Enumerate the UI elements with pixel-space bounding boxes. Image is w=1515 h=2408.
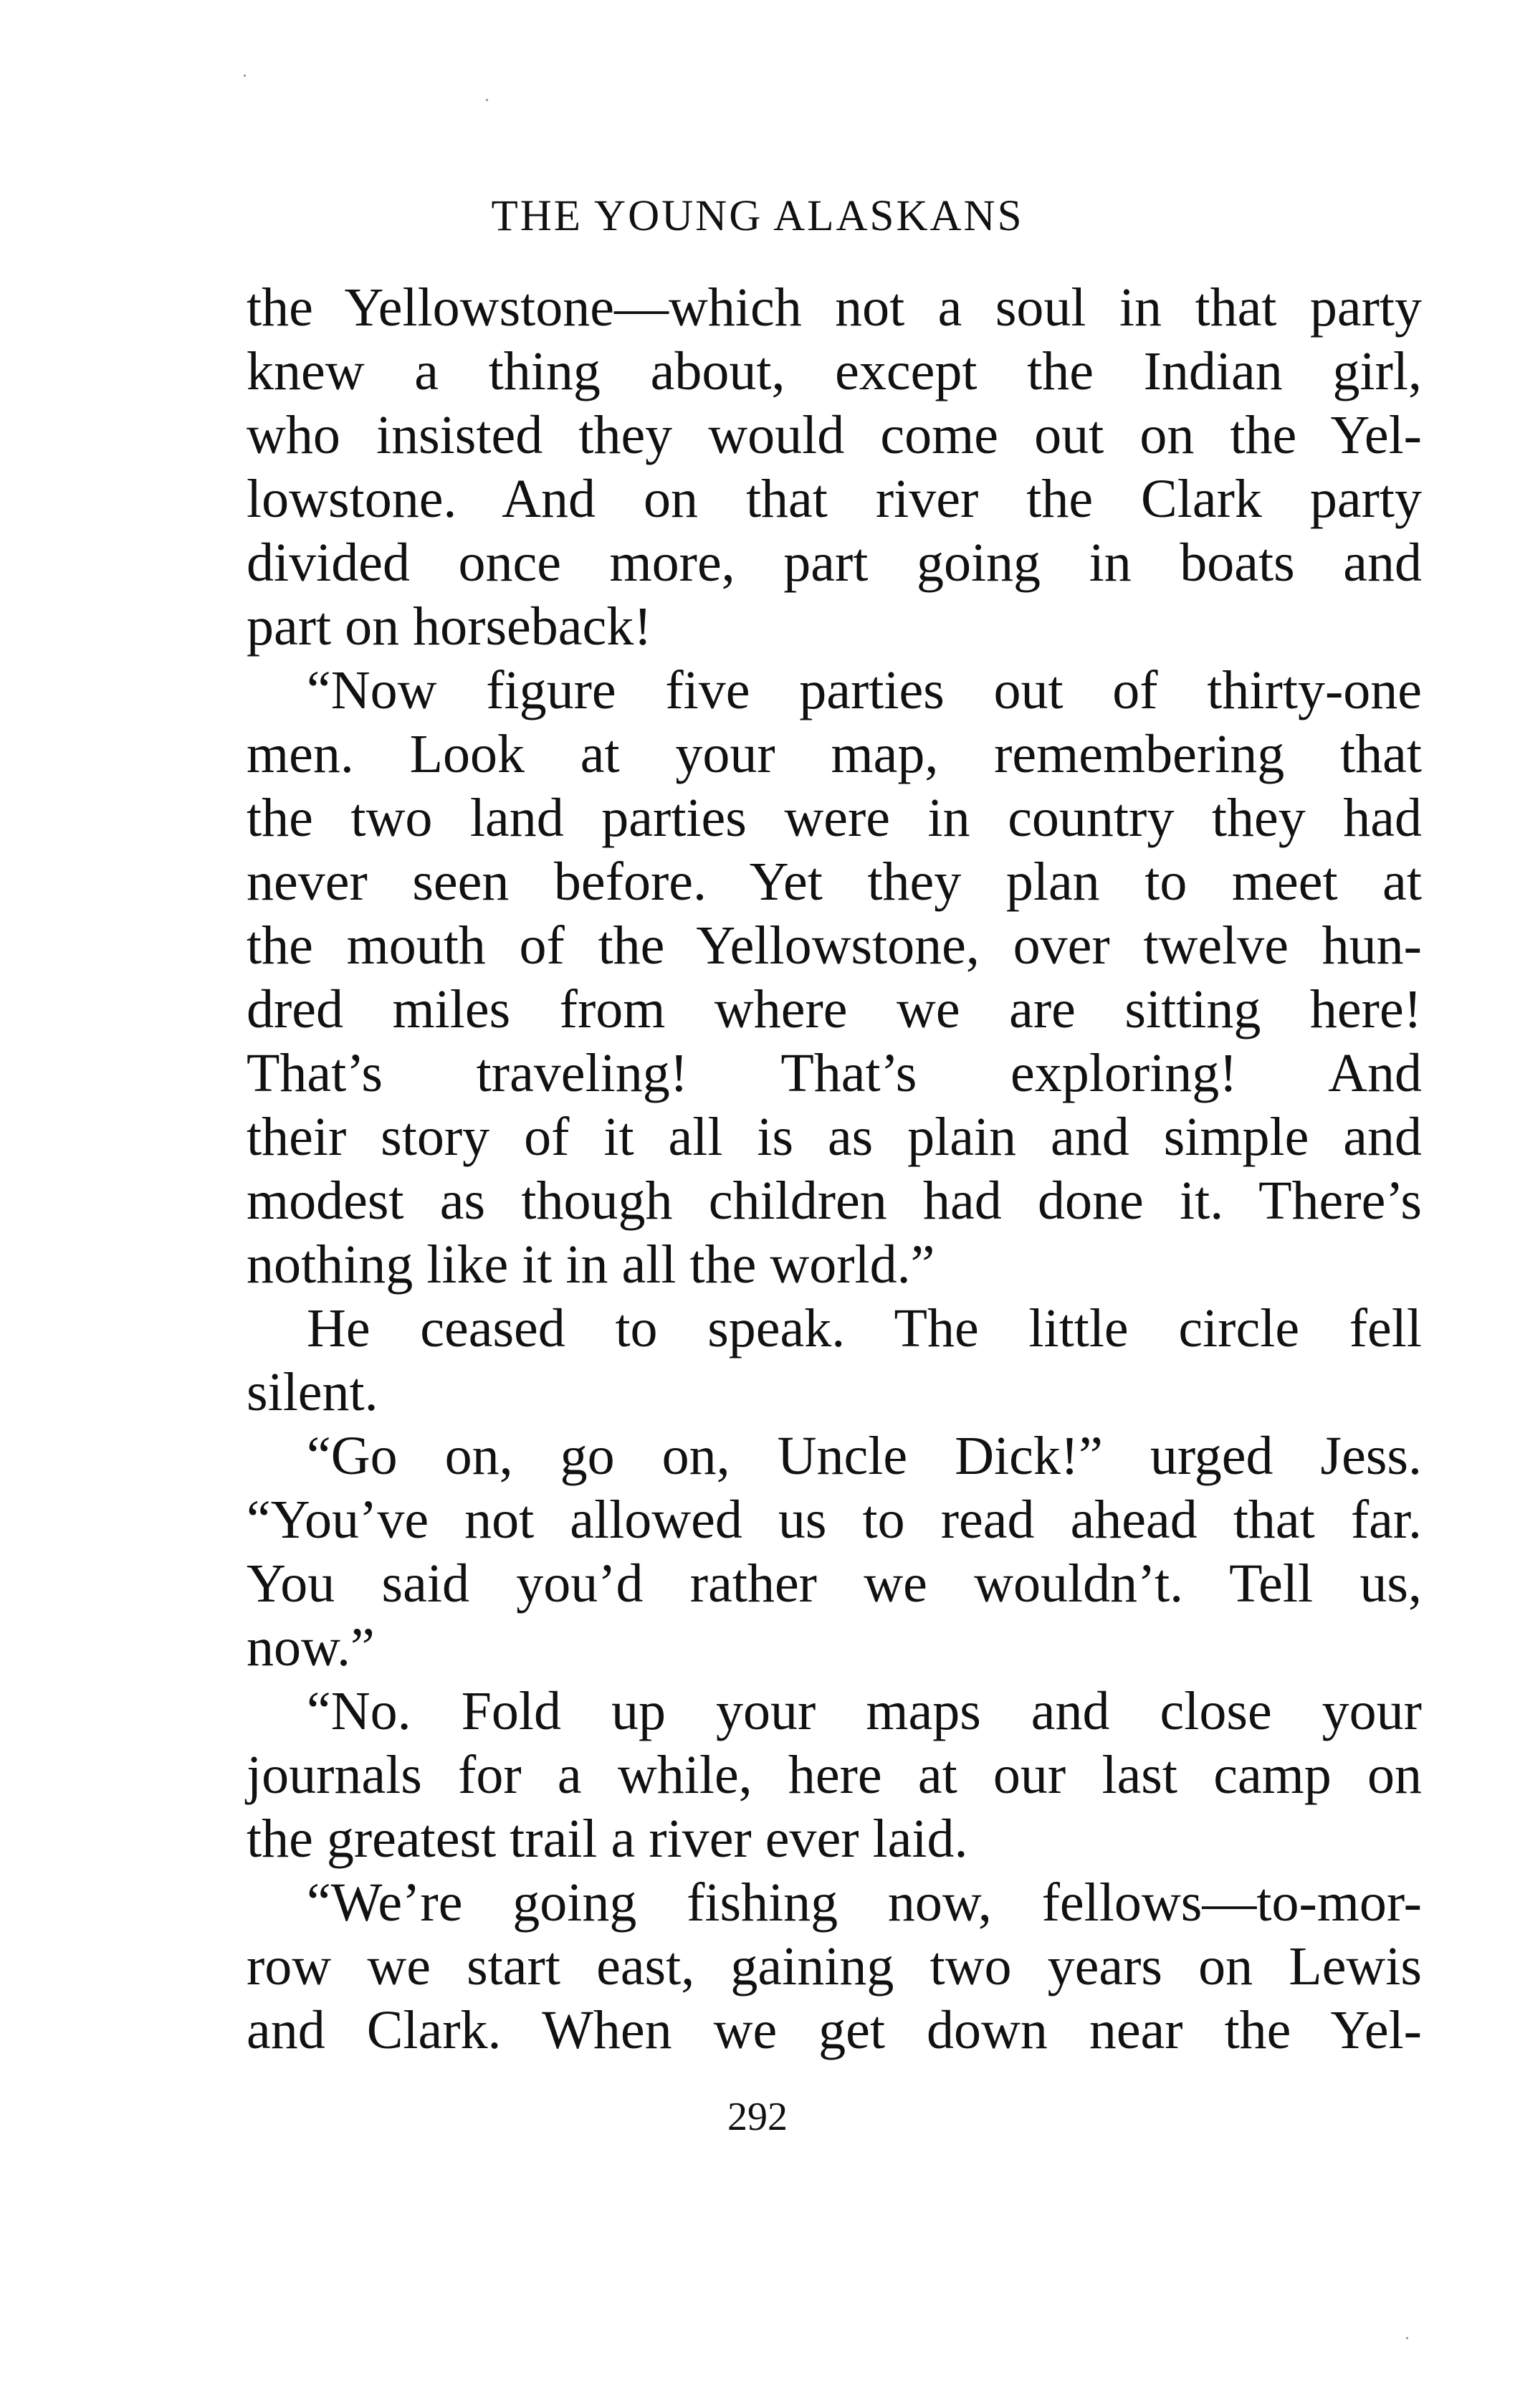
text-line: their story of it all is as plain and simple and bbox=[247, 1107, 1422, 1167]
text-line: part on horseback! bbox=[247, 596, 652, 657]
text-line: dred miles from where we are sitting here! bbox=[247, 979, 1422, 1039]
body-text bbox=[247, 276, 1422, 2062]
text-line: lowstone. And on that river the Clark party bbox=[247, 469, 1422, 529]
text-line: men. Look at your map, remembering that bbox=[247, 724, 1422, 784]
text-line: modest as though children had done it. There’s bbox=[247, 1171, 1422, 1231]
text-line: “Now figure five parties out of thirty-one bbox=[307, 660, 1422, 720]
text-line: knew a thing about, except the Indian girl, bbox=[247, 341, 1422, 401]
text-line: never seen before. Yet they plan to meet at bbox=[247, 852, 1422, 912]
text-line: now.” bbox=[247, 1617, 375, 1677]
running-head: THE YOUNG ALASKANS bbox=[491, 192, 1024, 240]
text-line: That’s traveling! That’s exploring! And bbox=[247, 1043, 1422, 1103]
text-line: the greatest trail a river ever laid. bbox=[247, 1809, 968, 1869]
paper-speck bbox=[486, 99, 488, 101]
text-line: journals for a while, here at our last camp on bbox=[247, 1745, 1422, 1805]
text-line: “Go on, go on, Uncle Dick!” urged Jess. bbox=[307, 1426, 1422, 1486]
paper-speck bbox=[244, 75, 246, 77]
text-line: “No. Fold up your maps and close your bbox=[307, 1681, 1422, 1741]
text-line: and Clark. When we get down near the Yel- bbox=[247, 2000, 1422, 2060]
page-number: 292 bbox=[727, 2095, 788, 2139]
text-line: You said you’d rather we wouldn’t. Tell us, bbox=[247, 1553, 1422, 1614]
text-line: “We’re going fishing now, fellows—to-mor- bbox=[307, 1872, 1422, 1933]
text-line: the two land parties were in country they had bbox=[247, 788, 1422, 848]
text-line: the Yellowstone—which not a soul in that party bbox=[247, 277, 1422, 338]
paper-speck bbox=[1406, 2337, 1408, 2339]
text-line: the mouth of the Yellowstone, over twelve hun- bbox=[247, 915, 1422, 976]
text-line: silent. bbox=[247, 1362, 378, 1422]
text-line: who insisted they would come out on the Yel- bbox=[247, 405, 1422, 465]
text-line: divided once more, part going in boats and bbox=[247, 533, 1422, 593]
text-line: row we start east, gaining two years on Lewis bbox=[247, 1936, 1422, 1997]
text-line: nothing like it in all the world.” bbox=[247, 1234, 935, 1295]
text-line: He ceased to speak. The little circle fell bbox=[307, 1298, 1422, 1358]
text-line: “You’ve not allowed us to read ahead that far. bbox=[247, 1490, 1422, 1550]
